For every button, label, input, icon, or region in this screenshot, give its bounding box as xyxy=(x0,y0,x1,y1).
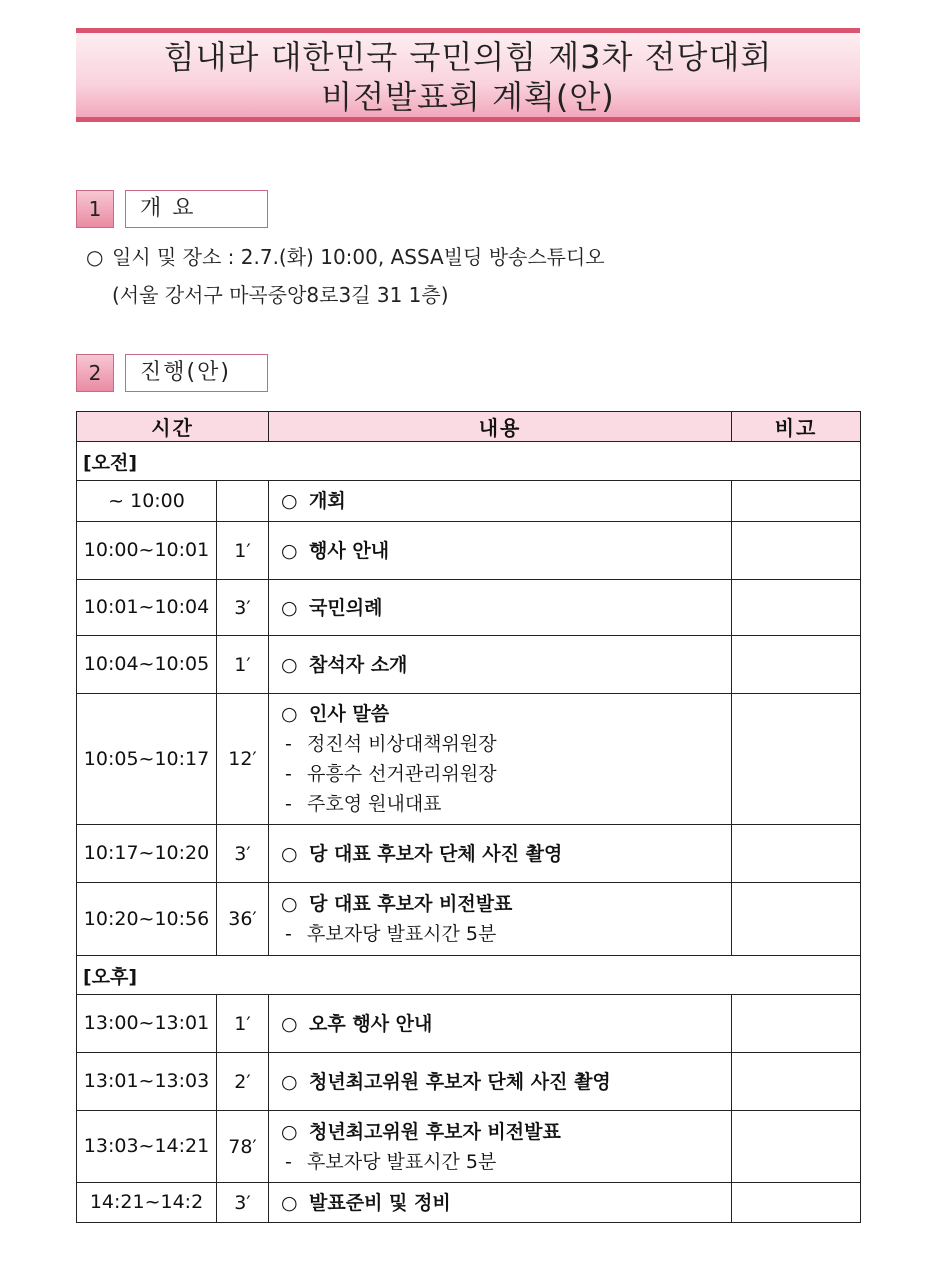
table-row xyxy=(77,481,861,522)
overview-line-1 xyxy=(86,238,605,276)
row-content xyxy=(269,580,732,636)
row-time: 10:17~10:20 xyxy=(77,825,217,883)
program-item-label: 국민의례 xyxy=(309,596,383,619)
row-content xyxy=(269,1053,732,1111)
program-item xyxy=(281,1009,731,1039)
row-duration: 78′ xyxy=(217,1111,269,1183)
row-duration: 1′ xyxy=(217,995,269,1053)
bullet-icon: ○ xyxy=(281,1012,298,1035)
row-content xyxy=(269,481,732,522)
bullet-icon: ○ xyxy=(281,1191,298,1214)
program-sub-item xyxy=(281,789,731,819)
table-row xyxy=(77,1111,861,1183)
row-time: 13:03~14:21 xyxy=(77,1111,217,1183)
row-content xyxy=(269,694,732,825)
program-item xyxy=(281,593,731,623)
row-content xyxy=(269,825,732,883)
row-time: 10:20~10:56 xyxy=(77,883,217,956)
row-note xyxy=(732,481,861,522)
bullet-icon: ○ xyxy=(281,490,298,512)
dash-icon: - xyxy=(285,763,292,785)
bullet-icon: ○ xyxy=(86,245,104,269)
row-time: 10:05~10:17 xyxy=(77,694,217,825)
program-item xyxy=(281,1117,731,1147)
sub-item-label: 주호영 원내대표 xyxy=(307,793,442,815)
section-number: 2 xyxy=(76,354,114,392)
program-item xyxy=(281,1067,731,1097)
header-content: 내용 xyxy=(269,412,732,442)
row-duration: 3′ xyxy=(217,1183,269,1223)
title-line-2: 비전발표회 계획(안) xyxy=(321,78,615,116)
section-label: 진행(안) xyxy=(125,354,268,392)
bullet-icon: ○ xyxy=(281,893,298,915)
schedule-table xyxy=(76,411,861,1223)
row-duration: 2′ xyxy=(217,1053,269,1111)
bullet-icon: ○ xyxy=(281,842,298,865)
program-item xyxy=(281,1188,731,1218)
row-note xyxy=(732,883,861,956)
afternoon-label: [오후] xyxy=(77,956,861,995)
title-line-1: 힘내라 대한민국 국민의힘 제3차 전당대회 xyxy=(163,38,773,76)
row-note xyxy=(732,580,861,636)
table-row xyxy=(77,1183,861,1223)
program-item xyxy=(281,839,731,869)
program-item xyxy=(281,486,731,516)
row-note xyxy=(732,825,861,883)
program-item-label: 청년최고위원 후보자 단체 사진 촬영 xyxy=(309,1070,611,1093)
table-row xyxy=(77,522,861,580)
overview-block xyxy=(86,238,605,314)
dash-icon: - xyxy=(285,1150,292,1173)
program-item-label: 청년최고위원 후보자 비전발표 xyxy=(309,1120,561,1143)
afternoon-section-row xyxy=(77,956,861,995)
header-time: 시간 xyxy=(77,412,269,442)
dash-icon: - xyxy=(285,793,292,815)
table-row xyxy=(77,825,861,883)
dash-icon: - xyxy=(285,923,292,945)
row-time: 10:01~10:04 xyxy=(77,580,217,636)
bullet-icon: ○ xyxy=(281,703,298,725)
program-item-label: 참석자 소개 xyxy=(309,653,408,676)
overview-address: (서울 강서구 마곡중앙8로3길 31 1층) xyxy=(112,283,449,307)
row-note xyxy=(732,694,861,825)
program-item-label: 오후 행사 안내 xyxy=(309,1012,433,1035)
program-sub-item xyxy=(281,759,731,789)
row-duration: 12′ xyxy=(217,694,269,825)
sub-item-label: 정진석 비상대책위원장 xyxy=(307,733,497,755)
sub-item-label: 유흥수 선거관리위원장 xyxy=(307,763,497,785)
row-time: 10:04~10:05 xyxy=(77,636,217,694)
row-content xyxy=(269,522,732,580)
row-content xyxy=(269,995,732,1053)
row-note xyxy=(732,1111,861,1183)
section-label: 개 요 xyxy=(125,190,268,228)
table-row xyxy=(77,636,861,694)
table-row xyxy=(77,1053,861,1111)
section-number: 1 xyxy=(76,190,114,228)
program-sub-item xyxy=(281,1147,731,1177)
program-item-label: 당 대표 후보자 단체 사진 촬영 xyxy=(309,842,563,865)
morning-section-row xyxy=(77,442,861,481)
bullet-icon: ○ xyxy=(281,1070,298,1093)
program-item-label: 행사 안내 xyxy=(309,539,390,562)
program-item xyxy=(281,889,731,919)
row-note xyxy=(732,1053,861,1111)
bullet-icon: ○ xyxy=(281,653,298,676)
program-item-label: 인사 말씀 xyxy=(309,703,390,725)
row-content xyxy=(269,1111,732,1183)
row-time: 10:00~10:01 xyxy=(77,522,217,580)
title-banner xyxy=(76,28,860,122)
program-item-label: 당 대표 후보자 비전발표 xyxy=(309,893,513,915)
sub-item-label: 후보자당 발표시간 5분 xyxy=(307,1150,497,1173)
morning-label: [오전] xyxy=(77,442,861,481)
row-duration: 36′ xyxy=(217,883,269,956)
bullet-icon: ○ xyxy=(281,1120,298,1143)
row-duration: 3′ xyxy=(217,825,269,883)
bullet-icon: ○ xyxy=(281,539,298,562)
table-row xyxy=(77,995,861,1053)
row-content xyxy=(269,883,732,956)
table-header-row xyxy=(77,412,861,442)
program-item xyxy=(281,536,731,566)
program-item-label: 개회 xyxy=(309,490,346,512)
dash-icon: - xyxy=(285,733,292,755)
row-time: ~ 10:00 xyxy=(77,481,217,522)
program-item xyxy=(281,699,731,729)
row-content xyxy=(269,1183,732,1223)
row-time: 14:21~14:2 xyxy=(77,1183,217,1223)
row-duration xyxy=(217,481,269,522)
table-row xyxy=(77,694,861,825)
row-duration: 1′ xyxy=(217,522,269,580)
row-time: 13:00~13:01 xyxy=(77,995,217,1053)
program-item xyxy=(281,650,731,680)
program-sub-item xyxy=(281,919,731,949)
row-note xyxy=(732,1183,861,1223)
row-note xyxy=(732,522,861,580)
row-note xyxy=(732,636,861,694)
row-duration: 1′ xyxy=(217,636,269,694)
row-content xyxy=(269,636,732,694)
row-note xyxy=(732,995,861,1053)
row-time: 13:01~13:03 xyxy=(77,1053,217,1111)
row-duration: 3′ xyxy=(217,580,269,636)
header-note: 비고 xyxy=(732,412,861,442)
program-sub-item xyxy=(281,729,731,759)
overview-date-place: 일시 및 장소 : 2.7.(화) 10:00, ASSA빌딩 방송스튜디오 xyxy=(112,245,605,269)
table-row xyxy=(77,580,861,636)
program-item-label: 발표준비 및 정비 xyxy=(309,1191,451,1214)
table-row xyxy=(77,883,861,956)
sub-item-label: 후보자당 발표시간 5분 xyxy=(307,923,497,945)
bullet-icon: ○ xyxy=(281,596,298,619)
